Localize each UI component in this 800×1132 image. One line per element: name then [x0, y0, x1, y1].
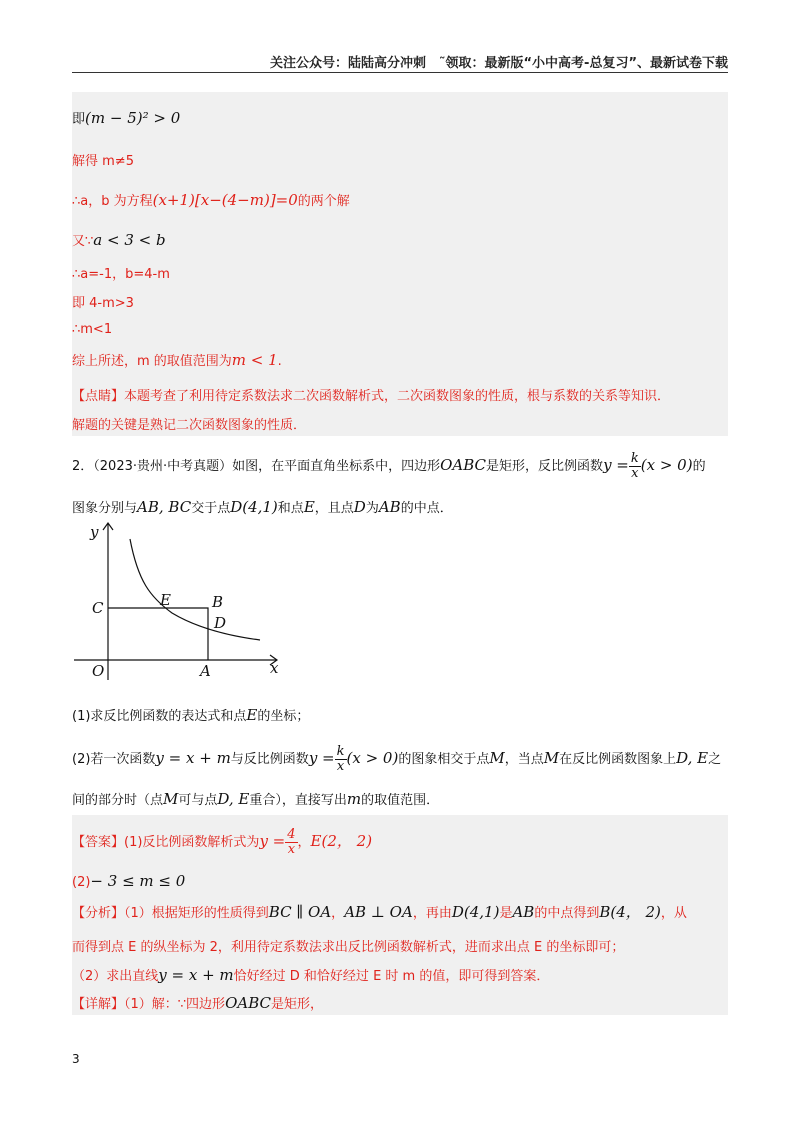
text: 是	[499, 906, 513, 921]
math-var: m	[346, 790, 362, 808]
text: 间的部分时（点	[72, 793, 164, 808]
text: .	[277, 354, 282, 369]
math-var: y =	[259, 832, 286, 850]
math-var: AB	[512, 903, 535, 921]
analysis-tag: 【分析】	[72, 906, 125, 921]
math-var: E	[246, 706, 258, 724]
math-var: y =	[308, 749, 335, 767]
solution-line-6: 即 4-m>3	[72, 296, 134, 311]
answer-line-1	[72, 828, 372, 857]
label-y: y	[90, 523, 99, 541]
text: 的两个解	[297, 194, 350, 209]
text: 的中点．	[400, 501, 453, 516]
problem2-line-1	[72, 452, 706, 481]
hyperbola-curve	[130, 539, 260, 640]
analysis-line-1	[72, 901, 687, 922]
text: 是矩形，反比例函数	[486, 459, 604, 474]
text: 交于点	[191, 501, 231, 516]
analysis-line-2: 而得到点 E 的纵坐标为 2，利用待定系数法求出反比例函数解析式，进而求出点 E 的坐标即可；	[72, 940, 625, 955]
numerator: 4	[287, 827, 296, 842]
label-a: A	[200, 662, 211, 680]
math-expression: (x+1)[x−(4−m)]=0	[152, 191, 298, 209]
text: 又∵	[72, 234, 94, 249]
label-d: D	[214, 614, 227, 632]
math-var: M	[163, 790, 179, 808]
math-var: OABC	[225, 994, 271, 1012]
text: ，再由	[412, 906, 452, 921]
text: (2)若一次函数	[72, 752, 156, 767]
text: ，从	[660, 906, 687, 921]
label-o: O	[92, 662, 105, 680]
text: 综上所述，m 的取值范围为	[72, 354, 232, 369]
text: 2．（2023·贵州·中考真题）如图，在平面直角坐标系中，四边形	[72, 459, 441, 474]
math-var: AB ⊥ OA	[344, 903, 413, 921]
text: ，且点	[314, 501, 354, 516]
solution-line-2: 解得 m≠5	[72, 154, 134, 169]
question-2	[72, 745, 721, 774]
comment-line-2: 解题的关键是熟记二次函数图象的性质．	[72, 418, 307, 433]
text: ，	[297, 835, 311, 850]
coordinate-figure	[72, 515, 292, 685]
answer-tag: 【答案】	[72, 835, 125, 850]
denominator: x	[287, 842, 296, 857]
problem2-line-2	[72, 497, 453, 516]
text: (1)求反比例函数的表达式和点	[72, 709, 247, 724]
math-var: OABC	[440, 456, 487, 474]
answer-line-2	[72, 872, 185, 890]
math-var: D(4,1)	[451, 903, 500, 921]
text: 可与点	[178, 793, 218, 808]
math-var: D, E	[676, 749, 709, 767]
header-rule	[72, 72, 728, 73]
text: 之	[708, 752, 722, 767]
solution-line-1	[72, 108, 180, 127]
detail-line-1	[72, 993, 323, 1012]
solution-line-3	[72, 190, 350, 209]
math-expression: (m − 5)² > 0	[85, 109, 181, 127]
math-var: D(4,1)	[230, 498, 278, 516]
text: (1)反比例函数解析式为	[124, 835, 260, 850]
text: 恰好经过 D 和恰好经过 E 时 m 的值，即可得到答案．	[233, 969, 550, 984]
label-c: C	[92, 599, 104, 617]
solution-line-4	[72, 230, 166, 249]
math-var: E(2， 2)	[310, 832, 373, 850]
numerator: k	[630, 451, 639, 466]
math-var: − 3 ≤ m ≤ 0	[90, 872, 186, 890]
text: 的坐标；	[257, 709, 310, 724]
math-var: y = x + m	[155, 749, 231, 767]
denominator: x	[336, 759, 345, 774]
math-var: E	[303, 498, 315, 516]
text: ，当点	[504, 752, 544, 767]
math-var: AB, BC	[137, 498, 192, 516]
text: （1）解：∵四边形	[124, 997, 226, 1012]
text: 的图象相交于点	[398, 752, 490, 767]
label-x: x	[270, 659, 279, 677]
text: (2)	[72, 875, 91, 890]
page-header: 关注公众号：陆陆高分冲刺 ˜领取：最新版“小中高考-总复习”、最新试卷下载	[270, 56, 728, 71]
text: 的中点得到	[534, 906, 600, 921]
math-var: D, E	[217, 790, 250, 808]
text: 在反比例函数图象上	[559, 752, 677, 767]
math-expression: m < 1	[231, 351, 278, 369]
text: 即	[72, 112, 86, 127]
detail-tag: 【详解】	[72, 997, 125, 1012]
math-var: y = x + m	[158, 966, 234, 984]
text: ，	[331, 906, 345, 921]
solution-line-7: ∴m<1	[72, 322, 113, 337]
solution-line-8	[72, 350, 282, 369]
fraction-k-over-x	[629, 452, 641, 481]
text: 重合），直接写出	[249, 793, 347, 808]
math-condition: (x > 0)	[640, 456, 693, 474]
fraction-k-over-x	[335, 745, 347, 774]
fraction-4-over-x	[285, 828, 297, 857]
solution-line-5: ∴a=-1，b=4-m	[72, 267, 170, 282]
question-1	[72, 705, 309, 724]
text: 图象分别与	[72, 501, 138, 516]
text: （2）求出直线	[72, 969, 159, 984]
text: ∴a，b 为方程	[72, 194, 153, 209]
math-var: y =	[603, 456, 629, 474]
comment-line-1	[72, 385, 670, 404]
text: 和点	[277, 501, 304, 516]
text: 与反比例函数	[230, 752, 309, 767]
question-2-cont	[72, 789, 439, 808]
text: 的	[692, 459, 706, 474]
text: 的取值范围．	[361, 793, 440, 808]
text: 是矩形，	[270, 997, 323, 1012]
math-var: BC ∥ OA	[268, 903, 332, 921]
comment-tag: 【点睛】	[72, 389, 125, 404]
rectangle-oabc	[108, 608, 208, 660]
text: 为	[365, 501, 379, 516]
analysis-line-3	[72, 965, 549, 984]
numerator: k	[336, 744, 345, 759]
math-var: D	[353, 498, 366, 516]
math-var: B(4， 2)	[599, 903, 661, 921]
label-e: E	[160, 591, 171, 609]
denominator: x	[631, 466, 639, 481]
label-b: B	[212, 593, 224, 611]
math-condition: (x > 0)	[346, 749, 399, 767]
math-var: M	[489, 749, 505, 767]
text: （1）根据矩形的性质得到	[124, 906, 269, 921]
math-expression: a < 3 < b	[93, 231, 166, 249]
page-number: 3	[72, 1052, 80, 1066]
text: 本题考查了利用待定系数法求二次函数解析式，二次函数图象的性质，根与系数的关系等知识．	[124, 389, 671, 404]
math-var: AB	[378, 498, 401, 516]
math-var: M	[543, 749, 560, 767]
